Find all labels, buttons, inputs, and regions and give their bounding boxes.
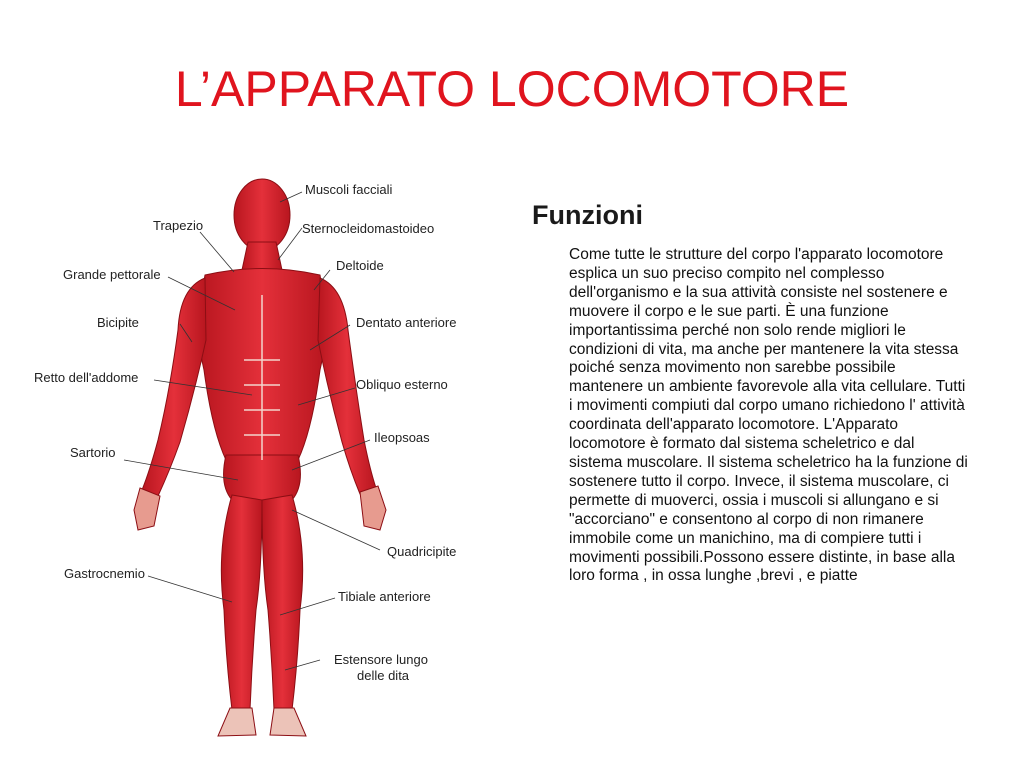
label-quadricipite: Quadricipite — [387, 544, 457, 559]
label-estensore-line2: delle dita — [357, 668, 410, 683]
neck — [242, 242, 282, 270]
label-tibiale-anteriore: Tibiale anteriore — [338, 589, 431, 604]
right-hand — [360, 486, 386, 530]
label-estensore-line1: Estensore lungo — [334, 652, 428, 667]
muscular-system-illustration — [30, 170, 480, 755]
label-deltoide: Deltoide — [336, 258, 384, 273]
body-paragraph: Come tutte le strutture del corpo l'apparato locomotore esplica un suo preciso compito nel complesso dell'organismo e la sua attività consiste nel sostenere e muovere il corpo e le sue parti. È una funzione importantissima perché non solo rende migliori le condizioni di vita, ma anche per mantenere la vita stessa poiché senza movimento non sarebbe possibile mantenere un ambiente favorevole alla vita cellulare. Tutti i movimenti compiuti dal corpo umano richiedono l' attività coordinata dell'apparato locomotore. L'Apparato locomotore è formato dal sistema scheletrico e dal sistema muscolare. Il sistema scheletrico ha la funzione di sostenere tutto il corpo. Invece, il sistema muscolare, ci permette di muoverci, ossia i muscoli si allungano e si "accorciano" e consentono al corpo di non rimanere immobile come un manichino, ma di compiere tutti i movimenti possibili.Possono essere distinte, in base alla loro forma , in ossa lunghe ,brevi , e piatte — [569, 246, 968, 585]
left-foot — [218, 708, 256, 736]
left-leg — [221, 495, 262, 710]
label-retto-addome: Retto dell'addome — [34, 370, 139, 385]
head — [234, 179, 290, 251]
left-hand — [134, 488, 160, 530]
label-ileopsoas: Ileopsoas — [374, 430, 430, 445]
left-arm — [142, 278, 206, 496]
slide-title: L’APPARATO LOCOMOTORE — [174, 61, 850, 117]
pelvis — [224, 455, 301, 500]
label-muscoli-facciali: Muscoli facciali — [305, 182, 393, 197]
section-heading: Funzioni — [532, 200, 643, 230]
label-gastrocnemio: Gastrocnemio — [64, 566, 145, 581]
label-bicipite: Bicipite — [97, 315, 139, 330]
right-leg — [262, 495, 303, 710]
label-trapezio: Trapezio — [153, 218, 204, 233]
right-foot — [270, 708, 306, 736]
label-grande-pettorale: Grande pettorale — [63, 267, 161, 282]
label-dentato-anteriore: Dentato anteriore — [356, 315, 457, 330]
label-sternocleidomastoideo: Sternocleidomastoideo — [302, 221, 435, 236]
label-obliquo-esterno: Obliquo esterno — [356, 377, 448, 392]
label-sartorio: Sartorio — [70, 445, 116, 460]
